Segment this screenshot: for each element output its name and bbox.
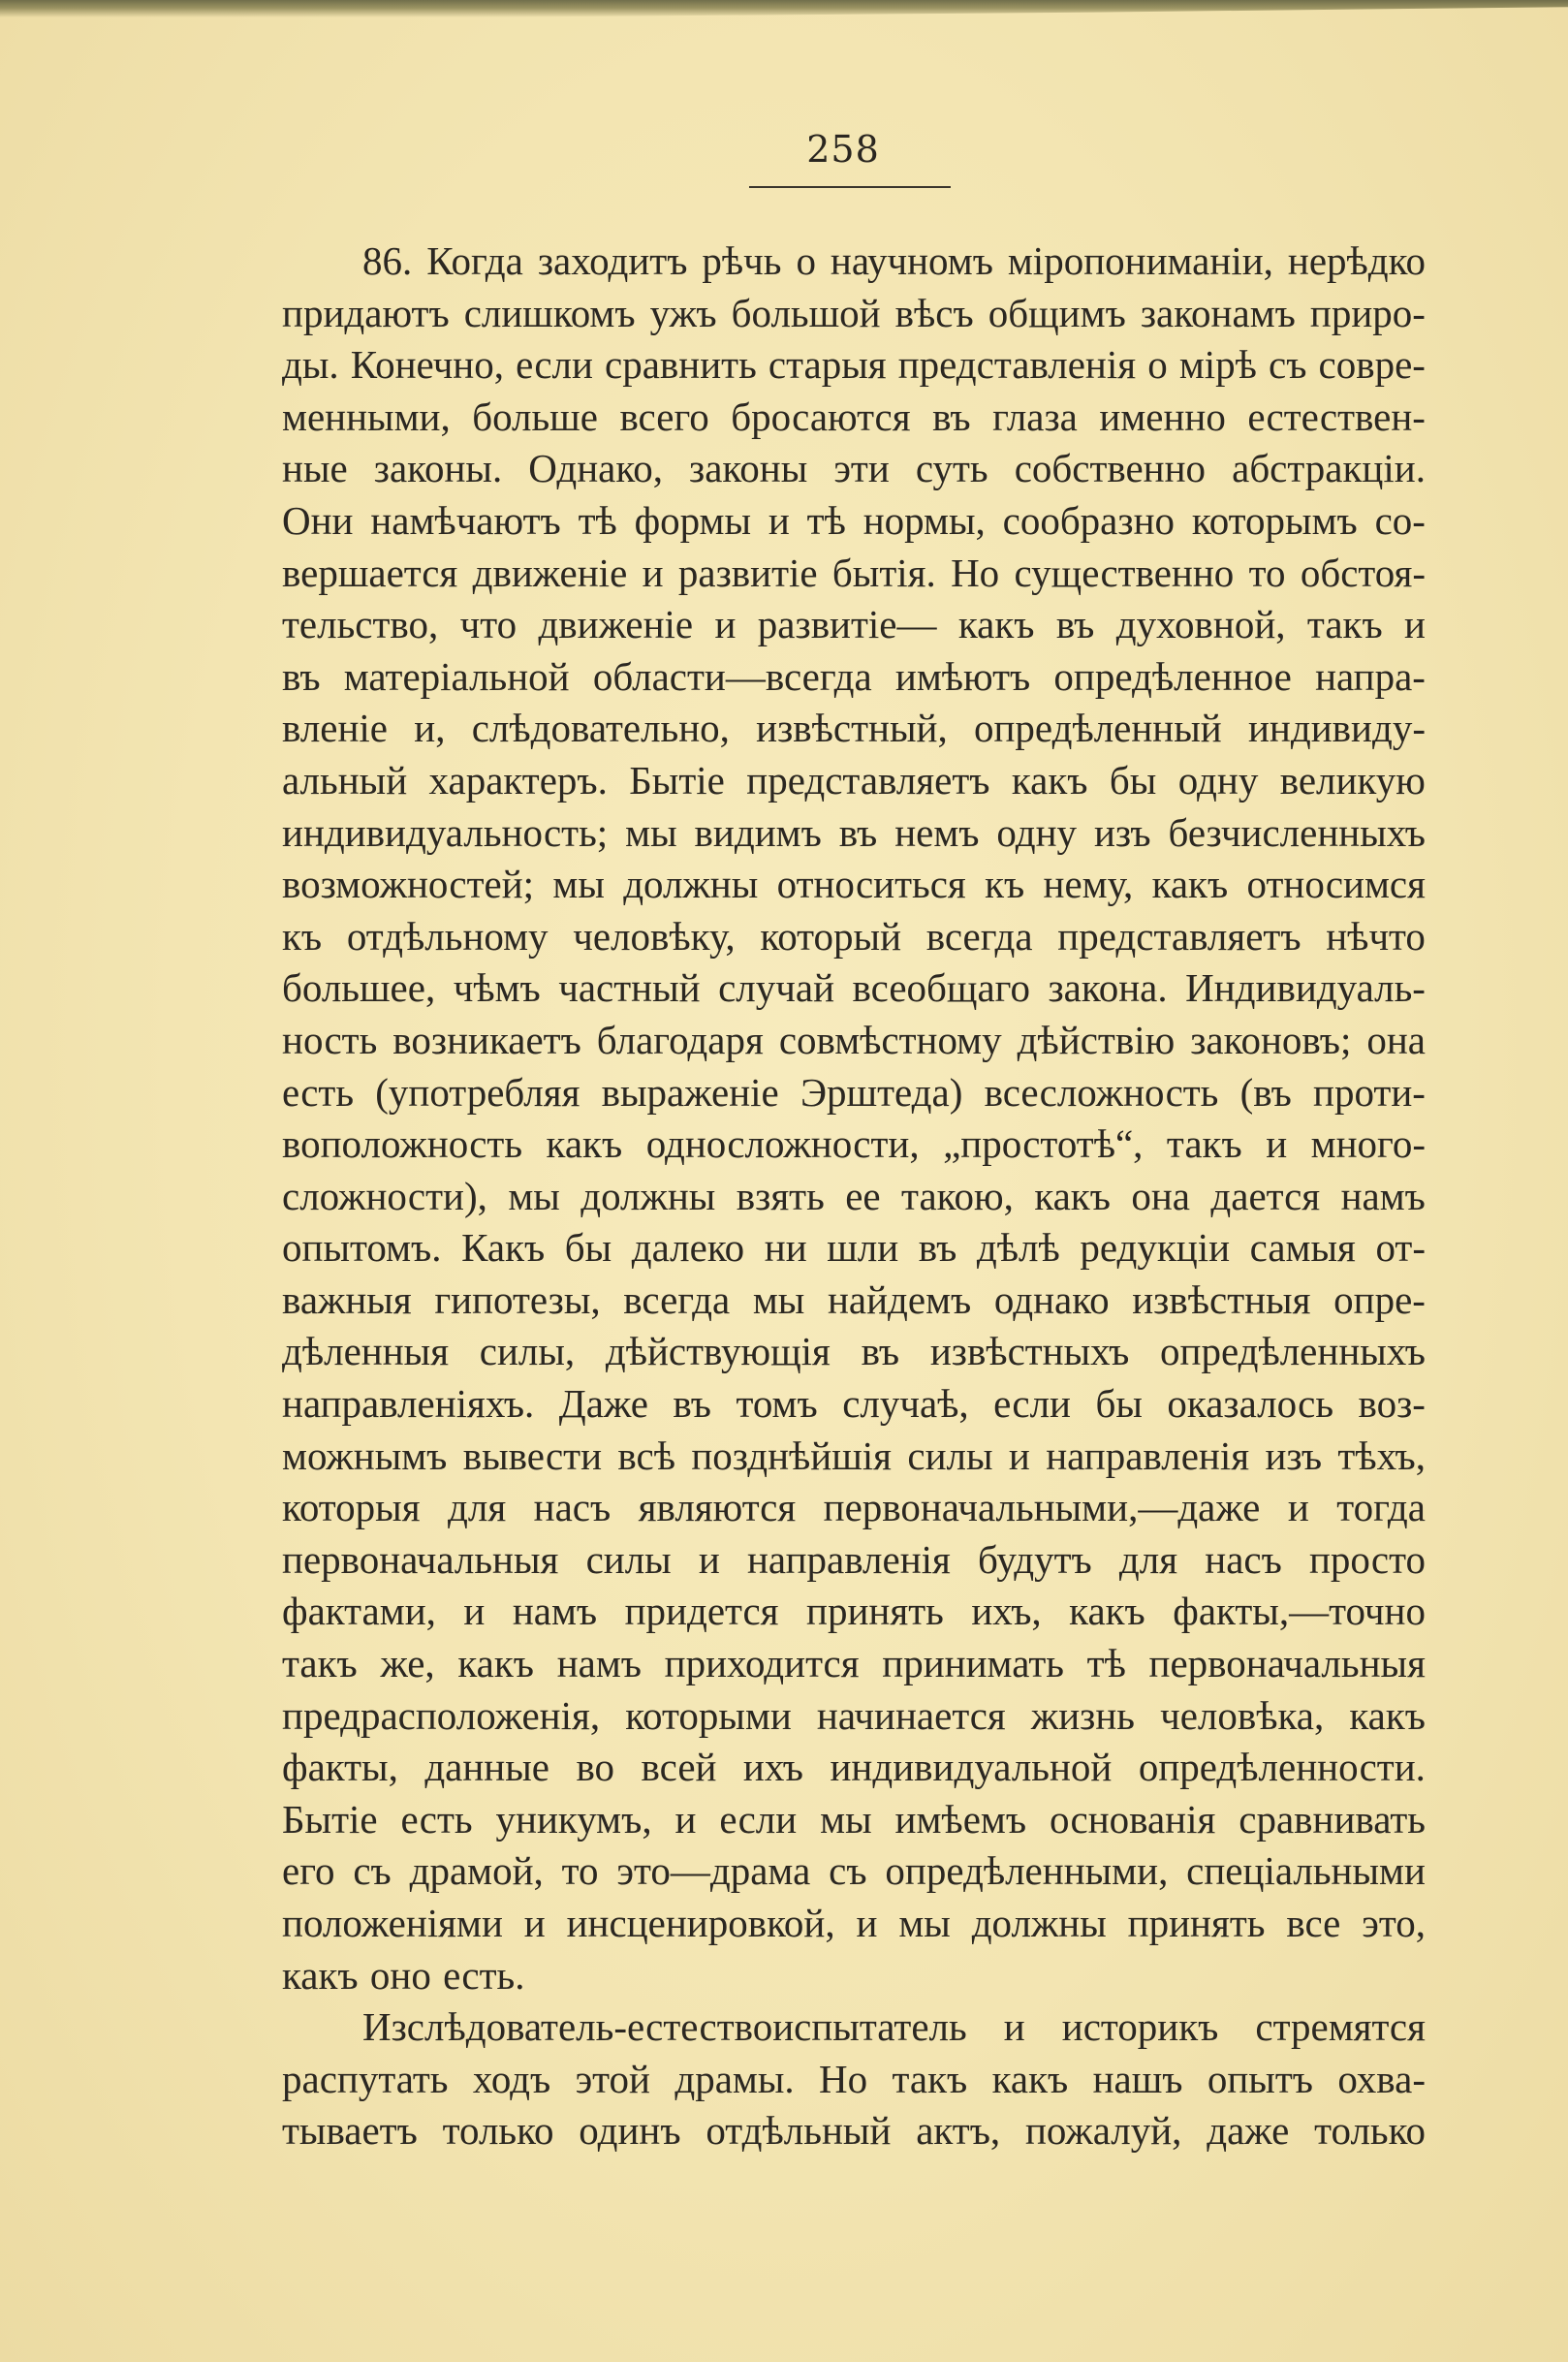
text-line: направленіяхъ. Даже въ томъ случаѣ, если бы оказалось воз- bbox=[282, 1381, 1426, 1427]
text-line: Бытіе есть уникумъ, и если мы имѣемъ основанія сравнивать bbox=[282, 1796, 1426, 1842]
text-line: первоначальныя силы и направленія будутъ для насъ просто bbox=[282, 1536, 1426, 1582]
text-line: къ отдѣльному человѣку, который всегда представляетъ нѣчто bbox=[282, 913, 1426, 959]
text-line: опытомъ. Какъ бы далеко ни шли въ дѣлѣ редукціи самыя от- bbox=[282, 1225, 1426, 1271]
text-line: придаютъ слишкомъ ужъ большой вѣсъ общимъ законамъ приро- bbox=[282, 290, 1426, 335]
text-line: возможностей; мы должны относиться къ нему, какъ относимся bbox=[282, 862, 1426, 907]
text-line: какъ оно есть. bbox=[282, 1952, 525, 1998]
text-line: фактами, и намъ придется принять ихъ, какъ факты,—точно bbox=[282, 1589, 1426, 1634]
text-line: дѣленныя силы, дѣйствующія въ извѣстныхъ опредѣленныхъ bbox=[282, 1329, 1426, 1374]
text-line: 86. Когда заходитъ рѣчь о научномъ міропониманіи, нерѣдко bbox=[362, 238, 1426, 283]
text-line: положеніями и инсценировкой, и мы должны принять все это, bbox=[282, 1901, 1426, 1945]
text-line: вленіе и, слѣдовательно, извѣстный, опредѣленный индивиду- bbox=[282, 706, 1426, 751]
text-line: распутать ходъ этой драмы. Но такъ какъ нашъ опытъ охва- bbox=[282, 2056, 1426, 2101]
text-line: Изслѣдователь-естествоиспытатель и историкъ стремятся bbox=[362, 2004, 1426, 2050]
text-line: такъ же, какъ намъ приходится принимать тѣ первоначальныя bbox=[282, 1641, 1426, 1686]
text-line: тываетъ только одинъ отдѣльный актъ, пожалуй, даже только bbox=[282, 2108, 1426, 2154]
text-line: можнымъ вывести всѣ позднѣйшія силы и направленія изъ тѣхъ, bbox=[282, 1433, 1426, 1478]
header-rule bbox=[749, 186, 951, 188]
text-line: важныя гипотезы, всегда мы найдемъ однако извѣстныя опре- bbox=[282, 1276, 1426, 1322]
text-line: индивидуальность; мы видимъ въ немъ одну изъ безчисленныхъ bbox=[282, 809, 1426, 855]
body-text bbox=[282, 236, 1426, 2157]
text-line: большее, чѣмъ частный случай всеобщаго закона. Индивидуаль- bbox=[282, 965, 1426, 1011]
page-number: 258 bbox=[806, 128, 880, 171]
text-line: факты, данные во всей ихъ индивидуальной опредѣленности. bbox=[282, 1745, 1426, 1790]
text-line: ность возникаетъ благодаря совмѣстному дѣйствію законовъ; она bbox=[282, 1017, 1426, 1062]
text-line: въ матеріальной области—всегда имѣютъ опредѣленное напра- bbox=[282, 653, 1426, 699]
text-line: Они намѣчаютъ тѣ формы и тѣ нормы, сообразно которымъ со- bbox=[282, 497, 1426, 543]
text-line: его съ драмой, то это—драма съ опредѣленными, спеціальными bbox=[282, 1848, 1426, 1894]
text-line: ные законы. Однако, законы эти суть собственно абстракціи. bbox=[282, 446, 1426, 491]
text-line: есть (употребляя выраженіе Эрштеда) всесложность (въ проти- bbox=[282, 1069, 1426, 1115]
text-line: предрасположенія, которыми начинается жизнь человѣка, какъ bbox=[282, 1692, 1426, 1738]
text-line: которыя для насъ являются первоначальными,—даже и тогда bbox=[282, 1485, 1426, 1530]
text-line: воположность какъ односложности, „простотѣ“, такъ и много- bbox=[282, 1121, 1426, 1167]
text-line: альный характеръ. Бытіе представляетъ какъ бы одну великую bbox=[282, 757, 1426, 803]
text-line: ды. Конечно, если сравнить старыя представленія о мірѣ съ совре- bbox=[282, 342, 1426, 388]
text-line: сложности), мы должны взять ее такою, какъ она дается намъ bbox=[282, 1173, 1426, 1218]
page-top-shadow bbox=[0, 0, 1568, 17]
text-line: вершается движеніе и развитіе бытія. Но существенно то обстоя- bbox=[282, 550, 1426, 595]
text-line: тельство, что движеніе и развитіе— какъ въ духовной, такъ и bbox=[282, 602, 1426, 647]
text-line: менными, больше всего бросаются въ глаза именно естествен- bbox=[282, 394, 1426, 439]
